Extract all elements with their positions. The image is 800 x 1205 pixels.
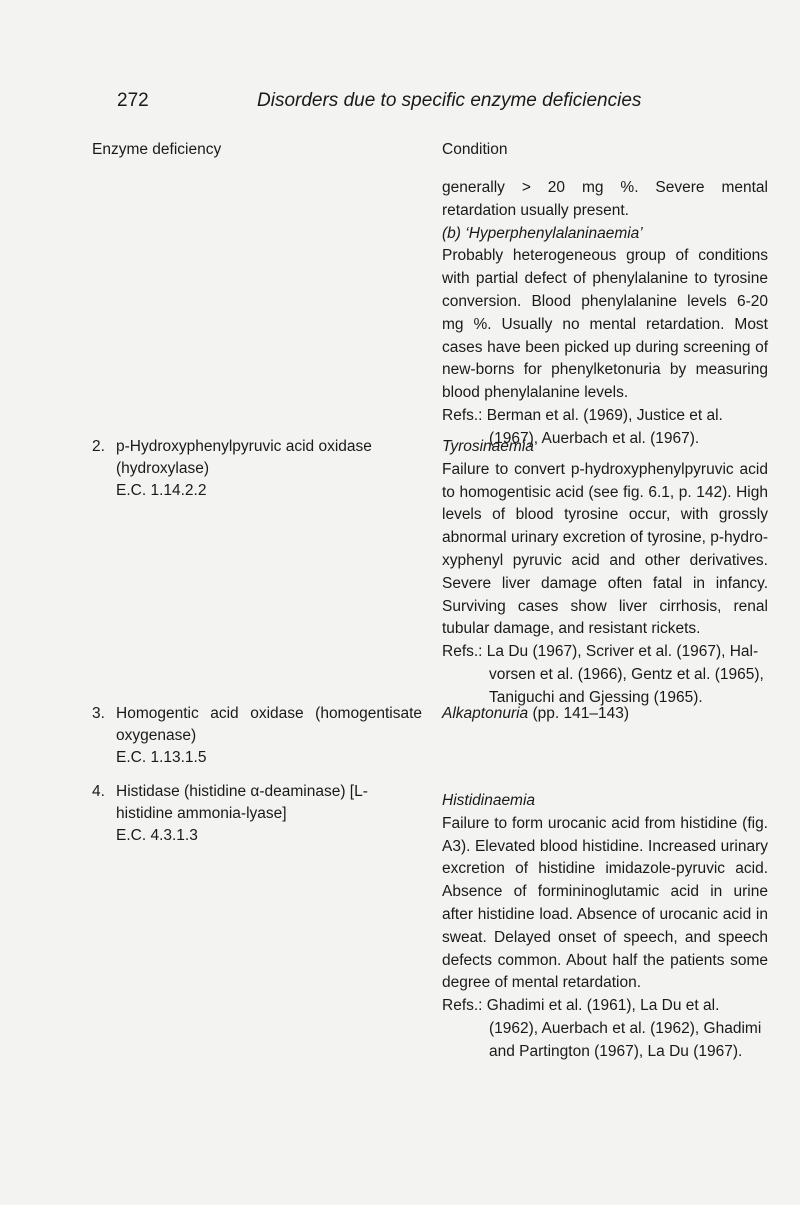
page-header <box>117 90 740 120</box>
condition-entry <box>442 436 768 710</box>
enzyme-name: Histidase (histidine α-deaminase) [L-histidine ammonia-lyase] <box>116 783 368 822</box>
enzyme-name: Homogentic acid oxidase (homogentisate oxygenase) <box>116 705 422 744</box>
column-heading-condition: Condition <box>442 141 508 158</box>
entry-number: 3. <box>92 705 105 722</box>
enzyme-name: p-Hydroxyphenylpyruvic acid oxidase (hydroxylase) <box>116 438 372 477</box>
condition-text: Failure to convert p-hydroxyphenylpyruvic acid to homogentisic acid (see fig. 6.1, p. 142). High levels of blood tyrosine occur, with grossly abnormal urinary excretion of tyrosine, p-hydro-xyphenyl pyruvic acid and other derivatives. Severe liver damage often fatal in infancy. Surviving cases show liver cirrhosis, renal tubular damage, and resistant rickets. <box>442 460 768 638</box>
references: Refs.: La Du (1967), Scriver et al. (1967), Hal-vorsen et al. (1966), Gentz et al. (1965), Taniguchi and Gjessing (1965). <box>442 643 764 706</box>
references: Refs.: Ghadimi et al. (1961), La Du et al. (1962), Auerbach et al. (1962), Ghadimi and Partington (1967), La Du (1967). <box>442 997 762 1060</box>
entry-number: 2. <box>92 438 105 455</box>
enzyme-entry <box>92 703 422 769</box>
enzyme-entry <box>92 436 392 502</box>
condition-subtitle: (b) ‘Hyperphenylalaninaemia’ <box>442 224 643 242</box>
page-number: 272 <box>117 90 149 111</box>
condition-text: generally > 20 mg %. Severe mental retardation usually present. <box>442 179 768 219</box>
condition-title: Alkaptonuria <box>442 705 529 722</box>
condition-continuation <box>442 177 768 451</box>
page-reference: (pp. 141–143) <box>528 705 629 722</box>
ec-number: E.C. 1.14.2.2 <box>116 482 207 499</box>
condition-entry <box>442 703 768 726</box>
condition-entry <box>442 790 768 1064</box>
ec-number: E.C. 1.13.1.5 <box>116 749 207 766</box>
enzyme-entry <box>92 781 392 847</box>
condition-title: Tyrosinaemia <box>442 438 534 455</box>
condition-title: Histidinaemia <box>442 792 536 809</box>
references: Refs.: Berman et al. (1969), Justice et al. (1967), Auerbach et al. (1967). <box>442 406 723 447</box>
ec-number: E.C. 4.3.1.3 <box>116 827 198 844</box>
column-heading-enzyme: Enzyme deficiency <box>92 141 222 158</box>
running-title: Disorders due to specific enzyme deficiencies <box>257 90 642 111</box>
condition-text: Failure to form urocanic acid from histidine (fig. A3). Elevated blood histidine. Increased urinary excretion of histidine imidazole-pyruvic acid. Absence of formininoglutamic acid in urine after histidine load. Absence of urocanic acid in sweat. Delayed onset of speech, and speech defects common. About half the patients some degree of mental retardation. <box>442 814 768 992</box>
condition-text: Probably heterogeneous group of conditions with partial defect of phenylalanine to tyrosine conversion. Blood phenylalanine levels 6-20 mg %. Usually no mental retardation. Most cases have been picked up during screening of new-borns for phenylketonuria by measuring blood phenylalanine levels. <box>442 247 768 402</box>
entry-number: 4. <box>92 783 105 800</box>
